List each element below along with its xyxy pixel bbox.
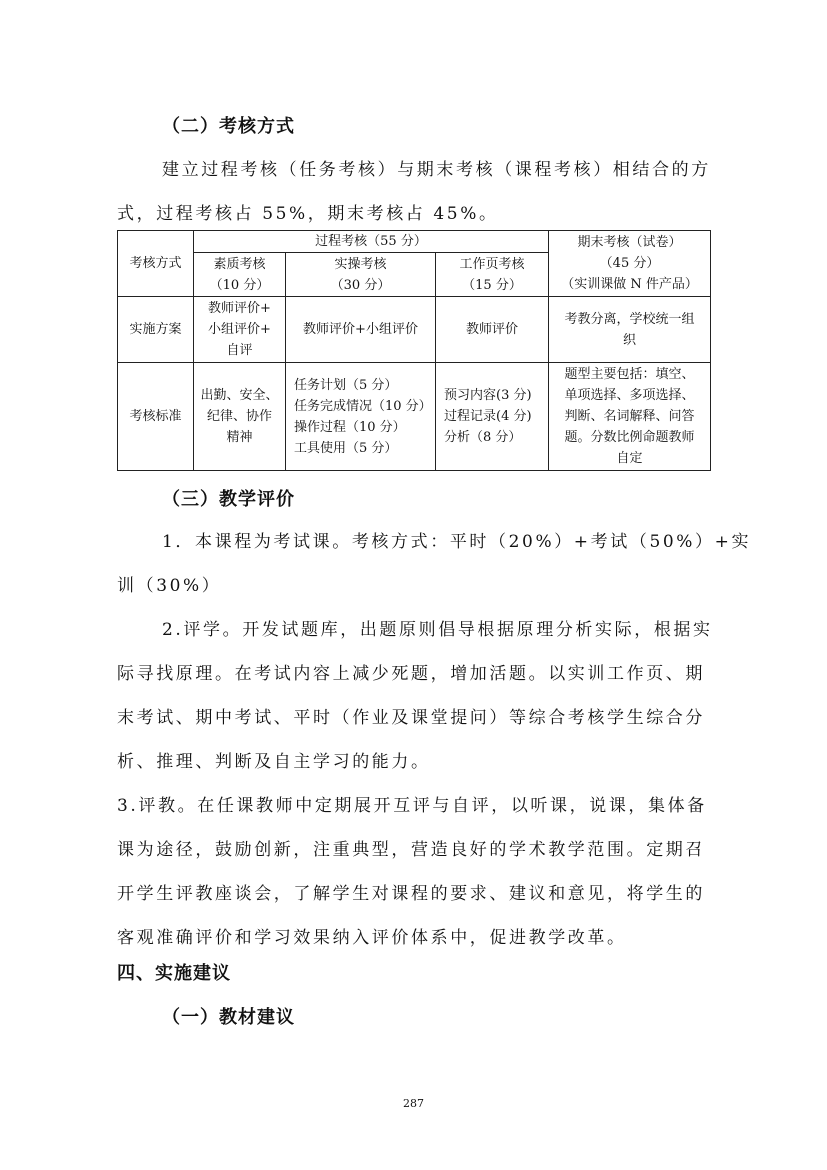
paragraph-3-line-3: 开学生评教座谈会，了解学生对课程的要求、建议和意见，将学生的 (117, 884, 705, 904)
final-header-line: 期末考核（试卷） (577, 235, 682, 250)
plan-worksheet-cell: 教师评价 (436, 297, 549, 363)
paragraph-3-line-1: 3.评教。在任课教师中定期展开互评与自评，以听课，说课，集体备 (117, 796, 707, 816)
cell-line: 任务完成情况（10 分） (294, 398, 432, 414)
page-number: 287 (403, 1097, 424, 1110)
section-heading-teaching-evaluation: （三）教学评价 (162, 489, 295, 510)
plan-quality-cell (194, 297, 286, 363)
worksheet-score: （15 分） (462, 277, 522, 293)
cell-line: 织 (623, 332, 637, 348)
header-worksheet-assessment (436, 253, 549, 297)
practice-name: 实操考核 (334, 256, 387, 272)
paragraph-2-line-1: 2.评学。开发试题库，出题原则倡导根据原理分析实际，根据实 (162, 620, 713, 640)
cell-line: 纪律、协作 (206, 409, 272, 424)
cell-line: 判断、名词解释、问答 (564, 409, 695, 424)
header-final-assessment (549, 231, 711, 297)
quality-name: 素质考核 (213, 256, 266, 272)
header-quality-assessment (194, 253, 286, 297)
cell-line: 操作过程（10 分） (294, 419, 406, 435)
cell-line: 教师评价+ (208, 301, 271, 316)
paragraph-2-line-4: 析、推理、判断及自主学习的能力。 (117, 752, 431, 772)
std-final-cell (549, 363, 711, 471)
plan-practice-cell: 教师评价+小组评价 (286, 297, 436, 363)
paragraph-2-line-2: 际寻找原理。在考试内容上减少死题，增加活题。以实训工作页、期 (117, 664, 705, 684)
cell-line: 自定 (616, 451, 643, 466)
std-worksheet-cell (436, 363, 549, 471)
paragraph-3-line-2: 课为途径，鼓励创新，注重典型，营造良好的学术教学范围。定期召 (117, 840, 705, 860)
quality-score: （10 分） (209, 277, 270, 293)
paragraph-2-line-3: 末考试、期中考试、平时（作业及课堂提问）等综合考核学生综合分 (117, 708, 705, 728)
intro-line-1: 建立过程考核（任务考核）与期末考核（课程考核）相结合的方 (162, 160, 711, 180)
header-assessment-method: 考核方式 (118, 231, 194, 297)
cell-line: 自评 (226, 343, 253, 358)
header-practice-assessment (286, 253, 436, 297)
worksheet-name: 工作页考核 (459, 256, 525, 272)
cell-line: 考教分离，学校统一组 (564, 311, 695, 327)
practice-score: （30 分） (330, 277, 391, 293)
header-process-assessment: 过程考核（55 分） (194, 231, 549, 253)
cell-line: 小组评价+ (208, 322, 271, 337)
cell-line: 题。分数比例命题教师 (564, 430, 695, 445)
paragraph-3-line-4: 客观准确评价和学习效果纳入评价体系中，促进教学改革。 (117, 928, 627, 948)
cell-line: 过程记录(4 分) (444, 409, 532, 424)
cell-line: 单项选择、多项选择、 (564, 388, 695, 403)
assessment-table (117, 230, 711, 471)
cell-line: 预习内容(3 分) (444, 388, 532, 403)
cell-line: 任务计划（5 分） (294, 377, 398, 393)
plan-final-cell (549, 297, 711, 363)
cell-line: 题型主要包括：填空、 (564, 367, 695, 382)
section-heading-textbook-suggestions: （一）教材建议 (162, 1007, 295, 1028)
cell-line: 出勤、安全、 (200, 388, 279, 403)
section-heading-implementation-suggestions: 四、实施建议 (117, 963, 231, 984)
intro-line-2: 式，过程考核占 55%，期末考核占 45%。 (117, 204, 499, 224)
section-heading-assessment-method: （二）考核方式 (162, 116, 295, 137)
final-header-line: （45 分） (599, 256, 660, 271)
std-practice-cell (286, 363, 436, 471)
paragraph-1-line-2: 训（30%） (117, 576, 222, 596)
std-quality-cell (194, 363, 286, 471)
final-header-line: （实训课做 N 件产品） (561, 277, 698, 292)
cell-line: 工具使用（5 分） (294, 440, 398, 456)
row-label-implementation-plan: 实施方案 (118, 297, 194, 363)
row-label-assessment-standard: 考核标准 (118, 363, 194, 471)
cell-line: 精神 (226, 430, 253, 445)
paragraph-1-line-1: 1．本课程为考试课。考核方式：平时（20%）+考试（50%）+实 (162, 532, 752, 552)
cell-line: 分析（8 分） (444, 430, 522, 445)
